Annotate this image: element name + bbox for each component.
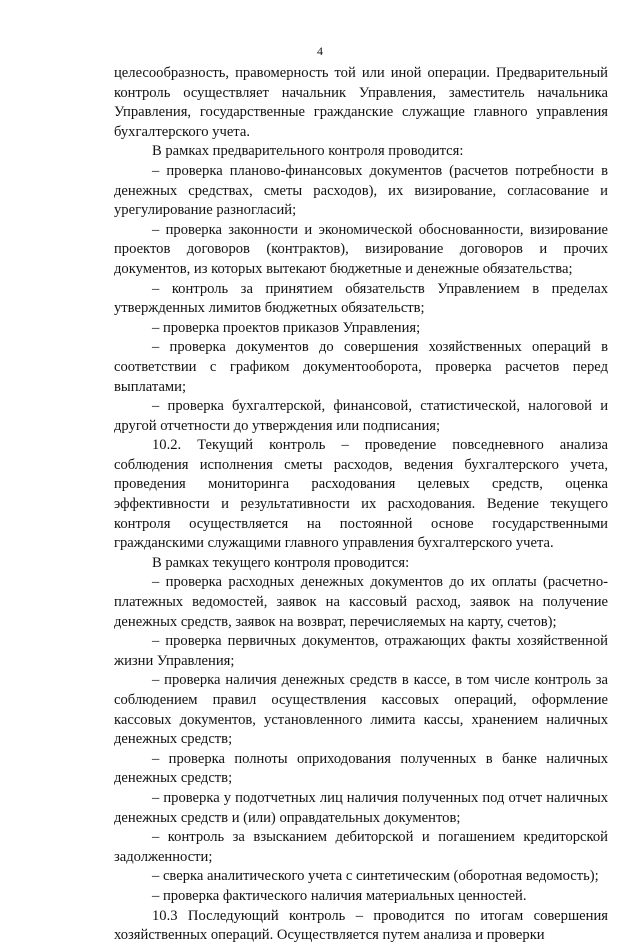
paragraph: – проверка законности и экономической обоснованности, визирование проектов договоров (контрактов), визирование договоров и прочих документов, из которых вытекают бюджетные и денежные обязательства;	[114, 221, 608, 277]
paragraph: 10.3 Последующий контроль – проводится по итогам совершения хозяйственных операций. Осуществляется путем анализа и проверки	[114, 907, 608, 944]
paragraph: – проверка планово-финансовых документов (расчетов потребности в денежных средствах, сметы расходов), их визирование, согласование и урегулирование разногласий;	[114, 162, 608, 219]
paragraph: В рамках предварительного контроля проводится:	[152, 143, 464, 160]
paragraph: – проверка первичных документов, отражающих факты хозяйственной жизни Управления;	[114, 633, 608, 669]
paragraph: целесообразность, правомерность той или иной операции. Предварительный контроль осуществляет начальник Управления, заместитель начальника Управления, государственные гражданские служащие главного управления бухгалтерского учета.	[114, 65, 608, 140]
page-number: 4	[317, 44, 323, 58]
paragraph: – сверка аналитического учета с синтетическим (оборотная ведомость);	[152, 868, 599, 885]
paragraph: – проверка наличия денежных средств в кассе, в том числе контроль за соблюдением правил осуществления кассовых операций, оформление кассовых документов, установленного лимита кассы, хранением наличных денежных средств;	[114, 672, 608, 748]
paragraph: – проверка документов до совершения хозяйственных операций в соответствии с графиком документооборота, проверка расчетов перед выплатами;	[114, 339, 608, 395]
paragraph: – проверка полноты оприходования полученных в банке наличных денежных средств;	[114, 750, 608, 787]
paragraph: – проверка фактического наличия материальных ценностей.	[152, 887, 527, 904]
paragraph: – контроль за взысканием дебиторской и погашением кредиторской задолженности;	[114, 829, 608, 865]
paragraph: – проверка бухгалтерской, финансовой, статистической, налоговой и другой отчетности до утверждения или подписания;	[114, 398, 608, 434]
body-text	[114, 64, 608, 946]
paragraph: – проверка проектов приказов Управления;	[152, 319, 421, 336]
paragraph: В рамках текущего контроля проводится:	[152, 554, 410, 571]
paragraph: – проверка расходных денежных документов до их оплаты (расчетно-платежных ведомостей, заявок на кассовый расход, заявок на получение денежных средств, заявок на возврат, перечисляемых на карту, счетов);	[114, 574, 608, 630]
paragraph: – проверка у подотчетных лиц наличия полученных под отчет наличных денежных средств и (или) оправдательных документов;	[114, 789, 608, 826]
paragraph: 10.2. Текущий контроль – проведение повседневного анализа соблюдения исполнения сметы расходов, ведения бухгалтерского учета, проведения мониторинга расходования целевых средств, оценка эффективности и результативности их расходования. Ведение текущего контроля осуществляется на постоянной основе государственными гражданскими служащими главного управления бухгалтерского учета.	[114, 437, 608, 552]
paragraph: – контроль за принятием обязательств Управлением в пределах утвержденных лимитов бюджетных обязательств;	[114, 280, 608, 317]
